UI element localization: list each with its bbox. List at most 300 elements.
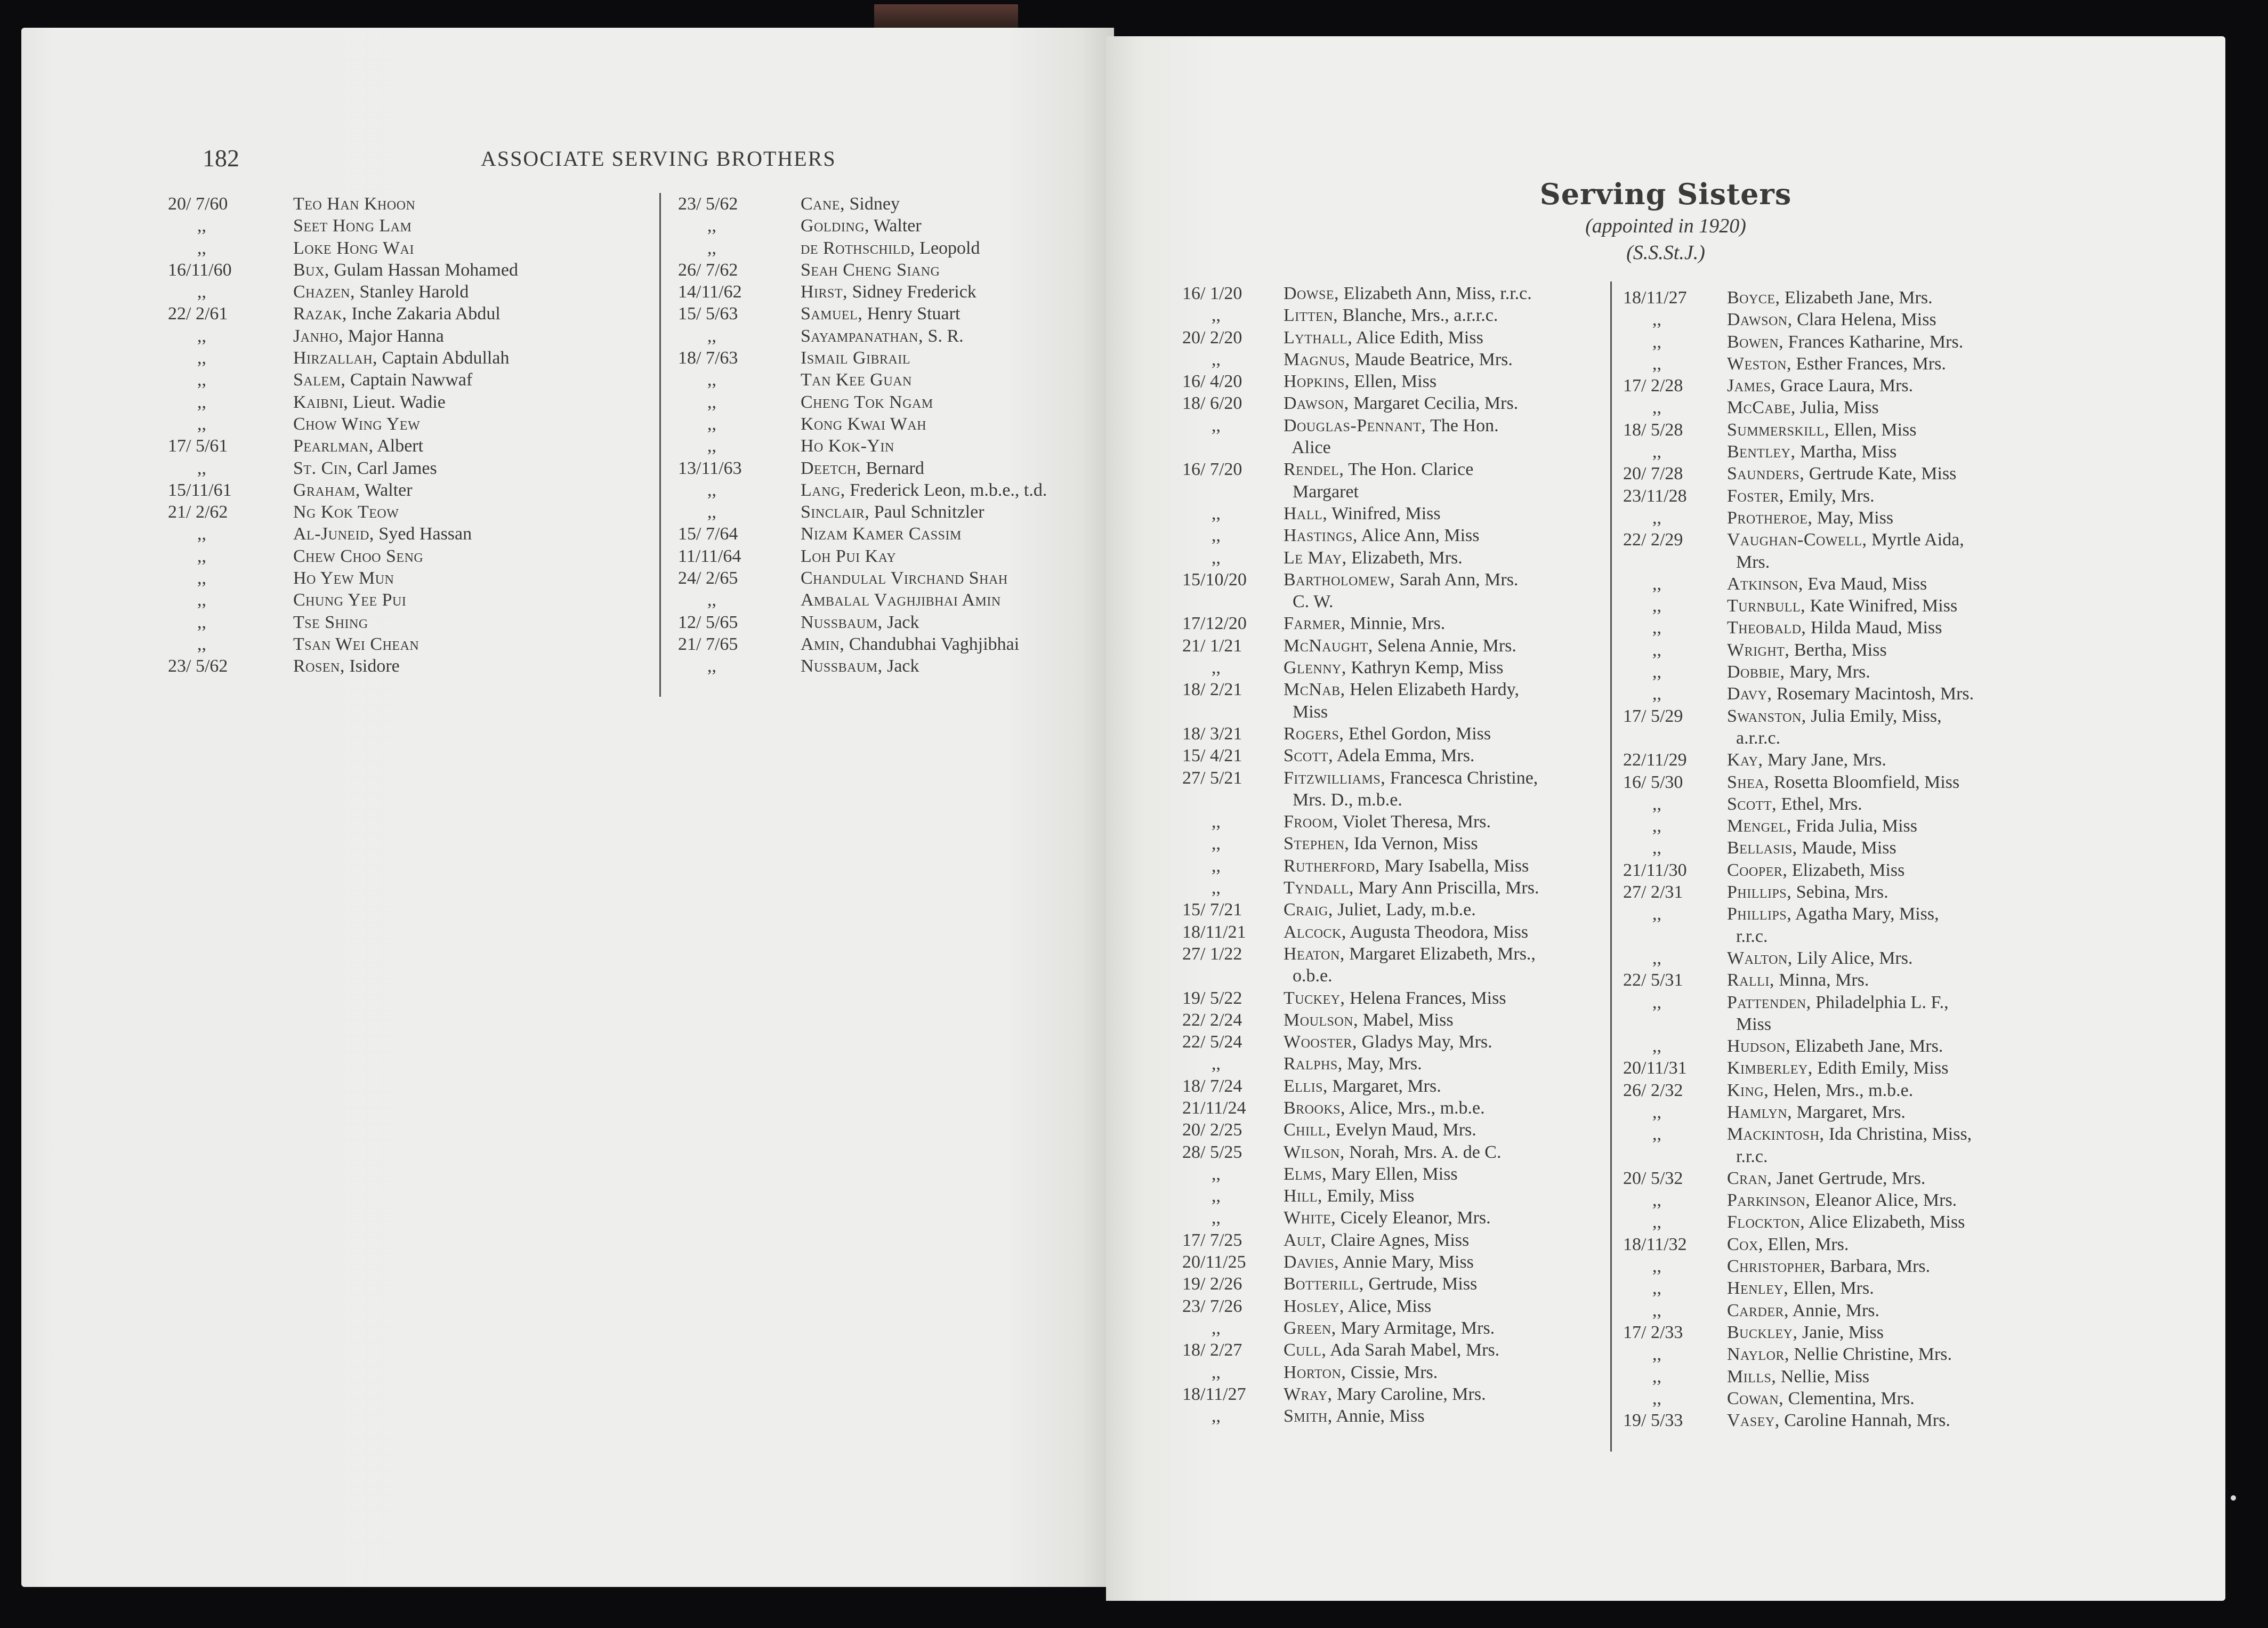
running-head: ASSOCIATE SERVING BROTHERS — [481, 147, 836, 171]
left-page — [21, 28, 1114, 1587]
entry-surname: Cane, — [801, 194, 845, 214]
entry-name — [293, 633, 419, 655]
entry-surname: Graham, — [293, 480, 360, 500]
list-item — [678, 589, 1104, 611]
list-item — [1182, 1141, 1651, 1163]
entry-name — [801, 391, 933, 413]
list-item — [1623, 1146, 2161, 1167]
list-item — [1623, 639, 2161, 661]
entry-surname: Ellis, — [1284, 1076, 1328, 1096]
entry-surname: Bartholomew, — [1284, 569, 1395, 590]
list-item — [1623, 1057, 2161, 1079]
list-item — [1182, 855, 1651, 877]
entry-date: 20/11/31 — [1623, 1058, 1687, 1078]
entry-date: ,, — [1212, 856, 1221, 876]
entry-date: 20/ 7/28 — [1623, 464, 1683, 484]
entry-date: ,, — [1652, 794, 1661, 814]
entry-surname: Farmer, — [1284, 614, 1346, 634]
list-item — [678, 413, 1104, 435]
list-item — [678, 545, 1104, 567]
entry-date: 15/ 7/21 — [1182, 900, 1242, 920]
entry-name — [801, 435, 894, 457]
entry-surname: Chill, — [1284, 1120, 1331, 1140]
entry-date: 20/ 2/25 — [1182, 1120, 1242, 1140]
entry-name — [801, 479, 1047, 501]
entry-forenames: Cissie, Mrs. — [1346, 1362, 1438, 1382]
entry-forenames: Rosemary Macintosh, Mrs. — [1772, 684, 1974, 704]
entry-name — [1284, 591, 1334, 612]
entry-forenames: Ellen, Mrs. — [1763, 1234, 1849, 1254]
entry-surname: James, — [1727, 376, 1776, 396]
entry-name — [1727, 1321, 1884, 1343]
entry-name — [1727, 947, 1912, 969]
entry-forenames: Mary Armitage, Mrs. — [1336, 1318, 1495, 1338]
list-item — [168, 259, 658, 281]
entry-surname: Buckley, — [1727, 1322, 1798, 1342]
section-subtitle: (appointed in 1920) — [1585, 215, 1746, 237]
entry-date: ,, — [707, 326, 716, 346]
entry-date: 18/11/32 — [1623, 1234, 1687, 1254]
entry-name — [1727, 1300, 1879, 1321]
entry-name — [1727, 507, 1893, 529]
entry-date: 17/12/20 — [1182, 614, 1247, 634]
entry-surname: Litten, — [1284, 305, 1338, 326]
list-item — [678, 237, 1104, 259]
entry-forenames: The Hon. — [1426, 415, 1499, 436]
entry-date: ,, — [1652, 596, 1661, 616]
entry-date: ,, — [1212, 1186, 1221, 1206]
entry-name — [1727, 331, 1963, 353]
entry-surname: Sinclair, — [801, 502, 870, 522]
entry-name — [1284, 1097, 1485, 1119]
entry-forenames: Francesca Christine, — [1385, 768, 1538, 788]
entry-name — [1284, 701, 1328, 723]
list-item — [1182, 481, 1651, 503]
entry-date: ,, — [1652, 1278, 1661, 1299]
list-item — [1182, 1009, 1651, 1031]
entry-forenames: Martha, Miss — [1795, 442, 1897, 462]
entry-name — [801, 259, 940, 281]
entry-date: ,, — [707, 392, 716, 412]
entry-forenames: Henry Stuart — [862, 304, 961, 324]
entry-date: ,, — [1652, 684, 1661, 704]
entry-date: ,, — [1652, 398, 1661, 418]
entry-date: 21/11/24 — [1182, 1098, 1246, 1118]
list-item — [1182, 1031, 1651, 1053]
entry-date: ,, — [1652, 904, 1661, 924]
entry-surname: Lang, — [801, 480, 845, 500]
entry-forenames: Mary Ellen, Miss — [1327, 1164, 1458, 1184]
list-item — [1623, 1035, 2161, 1057]
entry-surname: Tan Kee Guan — [801, 370, 912, 390]
list-item — [1623, 507, 2161, 529]
entry-date: 28/ 5/25 — [1182, 1142, 1242, 1162]
list-item — [1182, 547, 1651, 569]
entry-date: 27/ 1/22 — [1182, 944, 1242, 964]
entry-forenames: o.b.e. — [1284, 966, 1333, 986]
entry-surname: Scott, — [1727, 794, 1777, 814]
entry-surname: Cooper, — [1727, 860, 1788, 880]
entry-forenames: Augusta Theodora, Miss — [1346, 922, 1529, 942]
entry-name — [1727, 1409, 1950, 1431]
entry-surname: Bux, — [293, 260, 329, 280]
entry-surname: Davies, — [1284, 1252, 1339, 1272]
entry-surname: Al-Juneid, — [293, 524, 374, 544]
list-item — [1623, 1388, 2161, 1409]
entry-name — [1727, 903, 1939, 925]
list-item — [1623, 705, 2161, 727]
entry-forenames: Albert — [373, 436, 424, 456]
entry-date: ,, — [1652, 507, 1661, 528]
entry-name — [1284, 437, 1331, 458]
entry-date: 21/ 2/62 — [168, 502, 228, 522]
entry-forenames: Mary Caroline, Mrs. — [1332, 1384, 1486, 1404]
list-item — [1623, 529, 2161, 551]
entry-date: ,, — [707, 480, 716, 500]
entry-surname: Salem, — [293, 370, 346, 390]
entry-name — [1727, 551, 1770, 573]
list-item — [1623, 573, 2161, 595]
entry-date: 15/ 7/64 — [678, 524, 738, 544]
list-item — [168, 281, 658, 303]
entry-date: 16/11/60 — [168, 260, 232, 280]
entry-surname: Christopher, — [1727, 1256, 1826, 1277]
entry-name — [1727, 705, 1942, 727]
entry-forenames: Stanley Harold — [355, 282, 469, 302]
list-item — [678, 501, 1104, 523]
entry-date: ,, — [197, 546, 206, 566]
list-item — [678, 303, 1104, 325]
entry-date: ,, — [1652, 1124, 1661, 1145]
list-item — [1182, 1163, 1651, 1185]
list-item — [168, 567, 658, 589]
entry-forenames: Maude, Miss — [1797, 838, 1896, 858]
list-item — [1182, 921, 1651, 943]
entry-surname: Kimberley, — [1727, 1058, 1813, 1078]
list-item — [678, 281, 1104, 303]
entry-surname: Chazen, — [293, 282, 355, 302]
entry-forenames: Minna, Mrs. — [1774, 970, 1869, 990]
list-item — [1182, 1097, 1651, 1119]
entry-date: ,, — [1212, 526, 1221, 546]
entry-forenames: Ida Vernon, Miss — [1349, 834, 1478, 854]
list-item — [1182, 657, 1651, 679]
entry-forenames: S. R. — [923, 326, 964, 346]
entry-surname: Samuel, — [801, 304, 863, 324]
list-item — [168, 633, 658, 655]
entry-surname: Henley, — [1727, 1278, 1789, 1299]
entry-surname: St. Cin, — [293, 458, 353, 478]
entry-name — [801, 237, 980, 259]
entry-surname: Magnus, — [1284, 349, 1350, 369]
entry-date: 18/ 2/21 — [1182, 680, 1242, 700]
entry-forenames: Violet Theresa, Mrs. — [1338, 812, 1491, 832]
list-item — [678, 655, 1104, 677]
entry-date: 23/ 5/62 — [678, 194, 738, 214]
list-item — [1182, 1119, 1651, 1141]
entry-date: ,, — [197, 414, 206, 434]
entry-surname: Bellasis, — [1727, 838, 1797, 858]
entry-date: 22/ 2/29 — [1623, 530, 1683, 550]
entry-forenames: Norah, Mrs. A. de C. — [1344, 1142, 1502, 1162]
entry-date: ,, — [1212, 1406, 1221, 1426]
entry-date: ,, — [1652, 992, 1661, 1012]
entry-forenames: Chandubhai Vaghjibhai — [844, 634, 1020, 654]
list-item — [1182, 304, 1651, 326]
entry-surname: Green, — [1284, 1318, 1336, 1338]
entry-date: ,, — [1652, 1344, 1661, 1365]
list-item — [1182, 899, 1651, 921]
entry-surname: Hirst, — [801, 282, 848, 302]
entry-name — [801, 611, 919, 633]
entry-date: ,, — [1212, 1164, 1221, 1184]
entry-forenames: Annie, Miss — [1332, 1406, 1425, 1426]
list-item — [1182, 458, 1651, 480]
entry-surname: Walton, — [1727, 948, 1793, 968]
entry-name — [293, 589, 406, 611]
entry-date: 15/11/61 — [168, 480, 232, 500]
entry-forenames: r.r.c. — [1727, 1146, 1768, 1166]
list-item — [168, 347, 658, 369]
list-item — [1182, 1229, 1651, 1251]
entry-date: ,, — [1652, 1212, 1661, 1232]
entry-surname: Botterill, — [1284, 1274, 1364, 1294]
entry-forenames: Grace Laura, Mrs. — [1775, 376, 1914, 396]
entry-name — [1727, 639, 1887, 661]
entry-name — [1284, 392, 1518, 414]
entry-name — [1727, 1343, 1952, 1365]
entry-date: ,, — [1212, 415, 1221, 436]
entry-name — [293, 501, 399, 523]
entry-date: ,, — [1652, 1300, 1661, 1320]
list-item — [1623, 1300, 2161, 1321]
entry-name — [801, 303, 960, 325]
entry-name — [1727, 1035, 1943, 1057]
entry-date: ,, — [1652, 640, 1661, 660]
entry-surname: Cran, — [1727, 1168, 1772, 1188]
entry-date: 27/ 5/21 — [1182, 768, 1242, 788]
entry-forenames: Sebina, Mrs. — [1791, 882, 1888, 902]
list-item — [168, 611, 658, 633]
entry-date: ,, — [1652, 662, 1661, 682]
entry-surname: Tyndall, — [1284, 878, 1354, 898]
entry-forenames: Gertrude, Miss — [1363, 1274, 1478, 1294]
entry-name — [1284, 767, 1538, 789]
list-item — [168, 545, 658, 567]
entry-name — [1284, 327, 1483, 349]
entry-date: ,, — [1652, 332, 1661, 352]
list-item — [1182, 591, 1651, 612]
list-item — [1623, 947, 2161, 969]
entry-surname: Le May, — [1284, 547, 1347, 568]
entry-forenames: Julia Emily, Miss, — [1806, 706, 1942, 726]
entry-name — [1284, 1141, 1501, 1163]
entry-forenames: Ethel Gordon, Miss — [1344, 723, 1491, 744]
entry-name — [801, 325, 964, 347]
entry-surname: Wray, — [1284, 1384, 1333, 1404]
list-item — [1623, 815, 2161, 837]
entry-forenames: Kate Winifred, Miss — [1805, 596, 1958, 616]
entry-name — [293, 347, 509, 369]
entry-name — [1727, 749, 1886, 771]
entry-name — [801, 545, 896, 567]
entry-date: ,, — [1212, 503, 1221, 523]
entry-date: ,, — [1652, 618, 1661, 638]
entry-date: ,, — [1652, 1102, 1661, 1122]
entry-name — [1727, 617, 1942, 639]
entry-date: ,, — [1652, 816, 1661, 836]
entry-date: ,, — [197, 326, 206, 346]
list-item — [1623, 1167, 2161, 1189]
column-rule — [659, 193, 661, 697]
entry-date: 20/ 2/20 — [1182, 327, 1242, 348]
entry-forenames: Mary Ann Priscilla, Mrs. — [1353, 878, 1539, 898]
list-item — [1623, 1189, 2161, 1211]
entry-surname: Froom, — [1284, 812, 1338, 832]
entry-surname: Shea, — [1727, 772, 1770, 792]
entry-surname: Turnbull, — [1727, 596, 1806, 616]
entry-forenames: Ellen, Miss — [1829, 420, 1917, 440]
entry-name — [801, 369, 912, 391]
book-spine-top — [874, 4, 1018, 30]
entry-name — [293, 479, 413, 501]
entry-surname: Smith, — [1284, 1406, 1333, 1426]
entry-name — [1284, 1383, 1486, 1405]
entry-name — [1284, 855, 1529, 877]
entry-name — [1727, 1079, 1913, 1101]
list-item — [168, 369, 658, 391]
entry-date: 22/ 2/24 — [1182, 1010, 1242, 1030]
entry-date: 15/ 5/63 — [678, 304, 738, 324]
entry-date: 22/ 5/24 — [1182, 1032, 1242, 1052]
entry-surname: Loh Pui Kay — [801, 546, 897, 566]
entry-name — [1284, 1163, 1458, 1185]
entry-surname: Chandulal Virchand Shah — [801, 568, 1008, 589]
entry-forenames: Mary Jane, Mrs. — [1763, 750, 1886, 770]
entry-forenames: Claire Agnes, Miss — [1326, 1230, 1470, 1250]
entry-forenames: Adela Emma, Mrs. — [1333, 746, 1475, 766]
entry-date: 26/ 7/62 — [678, 260, 738, 280]
list-item — [1623, 771, 2161, 793]
list-item — [678, 391, 1104, 413]
list-item — [168, 325, 658, 347]
entry-name — [1284, 1185, 1414, 1207]
entry-surname: Swanston, — [1727, 706, 1806, 726]
entry-name — [1727, 463, 1956, 485]
entry-date: ,, — [707, 370, 716, 390]
entry-date: 19/ 5/22 — [1182, 988, 1242, 1008]
entry-name — [293, 391, 446, 413]
entry-surname: Tsan Wei Chean — [293, 634, 419, 654]
entry-date: 18/ 6/20 — [1182, 393, 1242, 414]
entry-forenames: Winifred, Miss — [1327, 503, 1441, 523]
entry-forenames: Elizabeth, Mrs. — [1346, 547, 1463, 568]
entry-date: ,, — [1652, 1366, 1661, 1387]
entry-date: 12/ 5/65 — [678, 612, 738, 632]
entry-surname: Elms, — [1284, 1164, 1327, 1184]
entry-surname: Rosen, — [293, 656, 345, 676]
list-item — [1182, 503, 1651, 525]
entry-date: ,, — [197, 634, 206, 654]
entry-date: ,, — [1652, 353, 1661, 374]
entry-date: 17/ 2/28 — [1623, 376, 1683, 396]
entry-forenames: Frederick Leon, m.b.e., t.d. — [845, 480, 1047, 500]
entry-surname: McNaught, — [1284, 635, 1373, 656]
entry-forenames: Eva Maud, Miss — [1803, 574, 1927, 594]
entry-surname: Protheroe, — [1727, 507, 1813, 528]
entry-name — [1727, 1057, 1948, 1079]
entry-name — [1727, 441, 1896, 463]
order-abbreviation: (S.S.St.J.) — [1626, 241, 1705, 264]
entry-name — [293, 457, 437, 479]
entry-surname: Mengel, — [1727, 816, 1791, 836]
entry-surname: Teo Han Khoon — [293, 194, 416, 214]
entry-date: ,, — [197, 348, 206, 368]
list-item — [1182, 811, 1651, 833]
entry-name — [801, 347, 910, 369]
entry-date: ,, — [1652, 1036, 1661, 1057]
entry-date: ,, — [197, 612, 206, 632]
list-item — [1182, 525, 1651, 546]
entry-name — [801, 193, 900, 215]
list-item — [1623, 397, 2161, 418]
entry-surname: Bowen, — [1727, 332, 1784, 352]
entry-forenames: a.r.r.c. — [1727, 728, 1781, 748]
entry-forenames: Jack — [882, 612, 919, 632]
entry-surname: Mills, — [1727, 1366, 1777, 1387]
entry-forenames: Cicely Eleanor, Mrs. — [1336, 1208, 1491, 1228]
entry-date: ,, — [1212, 812, 1221, 832]
entry-forenames: Janie, Miss — [1797, 1322, 1884, 1342]
entry-forenames: Margaret, Mrs. — [1327, 1076, 1441, 1096]
entry-forenames: Alice Elizabeth, Miss — [1805, 1212, 1965, 1232]
entry-name — [1284, 1295, 1431, 1317]
entry-date: 21/ 7/65 — [678, 634, 738, 654]
entry-forenames: Ellen, Miss — [1349, 372, 1437, 392]
entry-name — [1727, 309, 1936, 331]
entry-name — [1727, 595, 1957, 617]
entry-surname: Chew Choo Seng — [293, 546, 424, 566]
entry-surname: Rutherford, — [1284, 856, 1380, 876]
entry-name — [1284, 921, 1528, 943]
entry-surname: Ho Kok-Yin — [801, 436, 894, 456]
entry-surname: Cox, — [1727, 1234, 1763, 1254]
entry-surname: McNab, — [1284, 680, 1345, 700]
entry-forenames: Hilda Maud, Miss — [1806, 618, 1942, 638]
entry-date: ,, — [1212, 658, 1221, 678]
entry-name — [1284, 1009, 1454, 1031]
entry-date: ,, — [1652, 838, 1661, 858]
entry-surname: Kong Kwai Wah — [801, 414, 927, 434]
entry-date: 16/ 5/30 — [1623, 772, 1683, 792]
entry-name — [1284, 1053, 1422, 1075]
entry-name — [801, 457, 924, 479]
entry-date: 20/11/25 — [1182, 1252, 1246, 1272]
list-item — [1623, 375, 2161, 397]
entry-date: 18/11/21 — [1182, 922, 1246, 942]
entry-surname: Boyce, — [1727, 288, 1780, 308]
entry-date: 16/ 7/20 — [1182, 460, 1242, 480]
entry-surname: Summerskill, — [1727, 420, 1830, 440]
list-item — [1182, 415, 1651, 437]
entry-forenames: Ethel, Mrs. — [1777, 794, 1862, 814]
entry-name — [1727, 837, 1896, 859]
column-rule — [1610, 281, 1612, 1452]
entry-name — [801, 215, 922, 237]
entry-date: 18/ 2/27 — [1182, 1340, 1242, 1360]
list-item — [1623, 595, 2161, 617]
entry-forenames: Maude Beatrice, Mrs. — [1350, 349, 1513, 369]
